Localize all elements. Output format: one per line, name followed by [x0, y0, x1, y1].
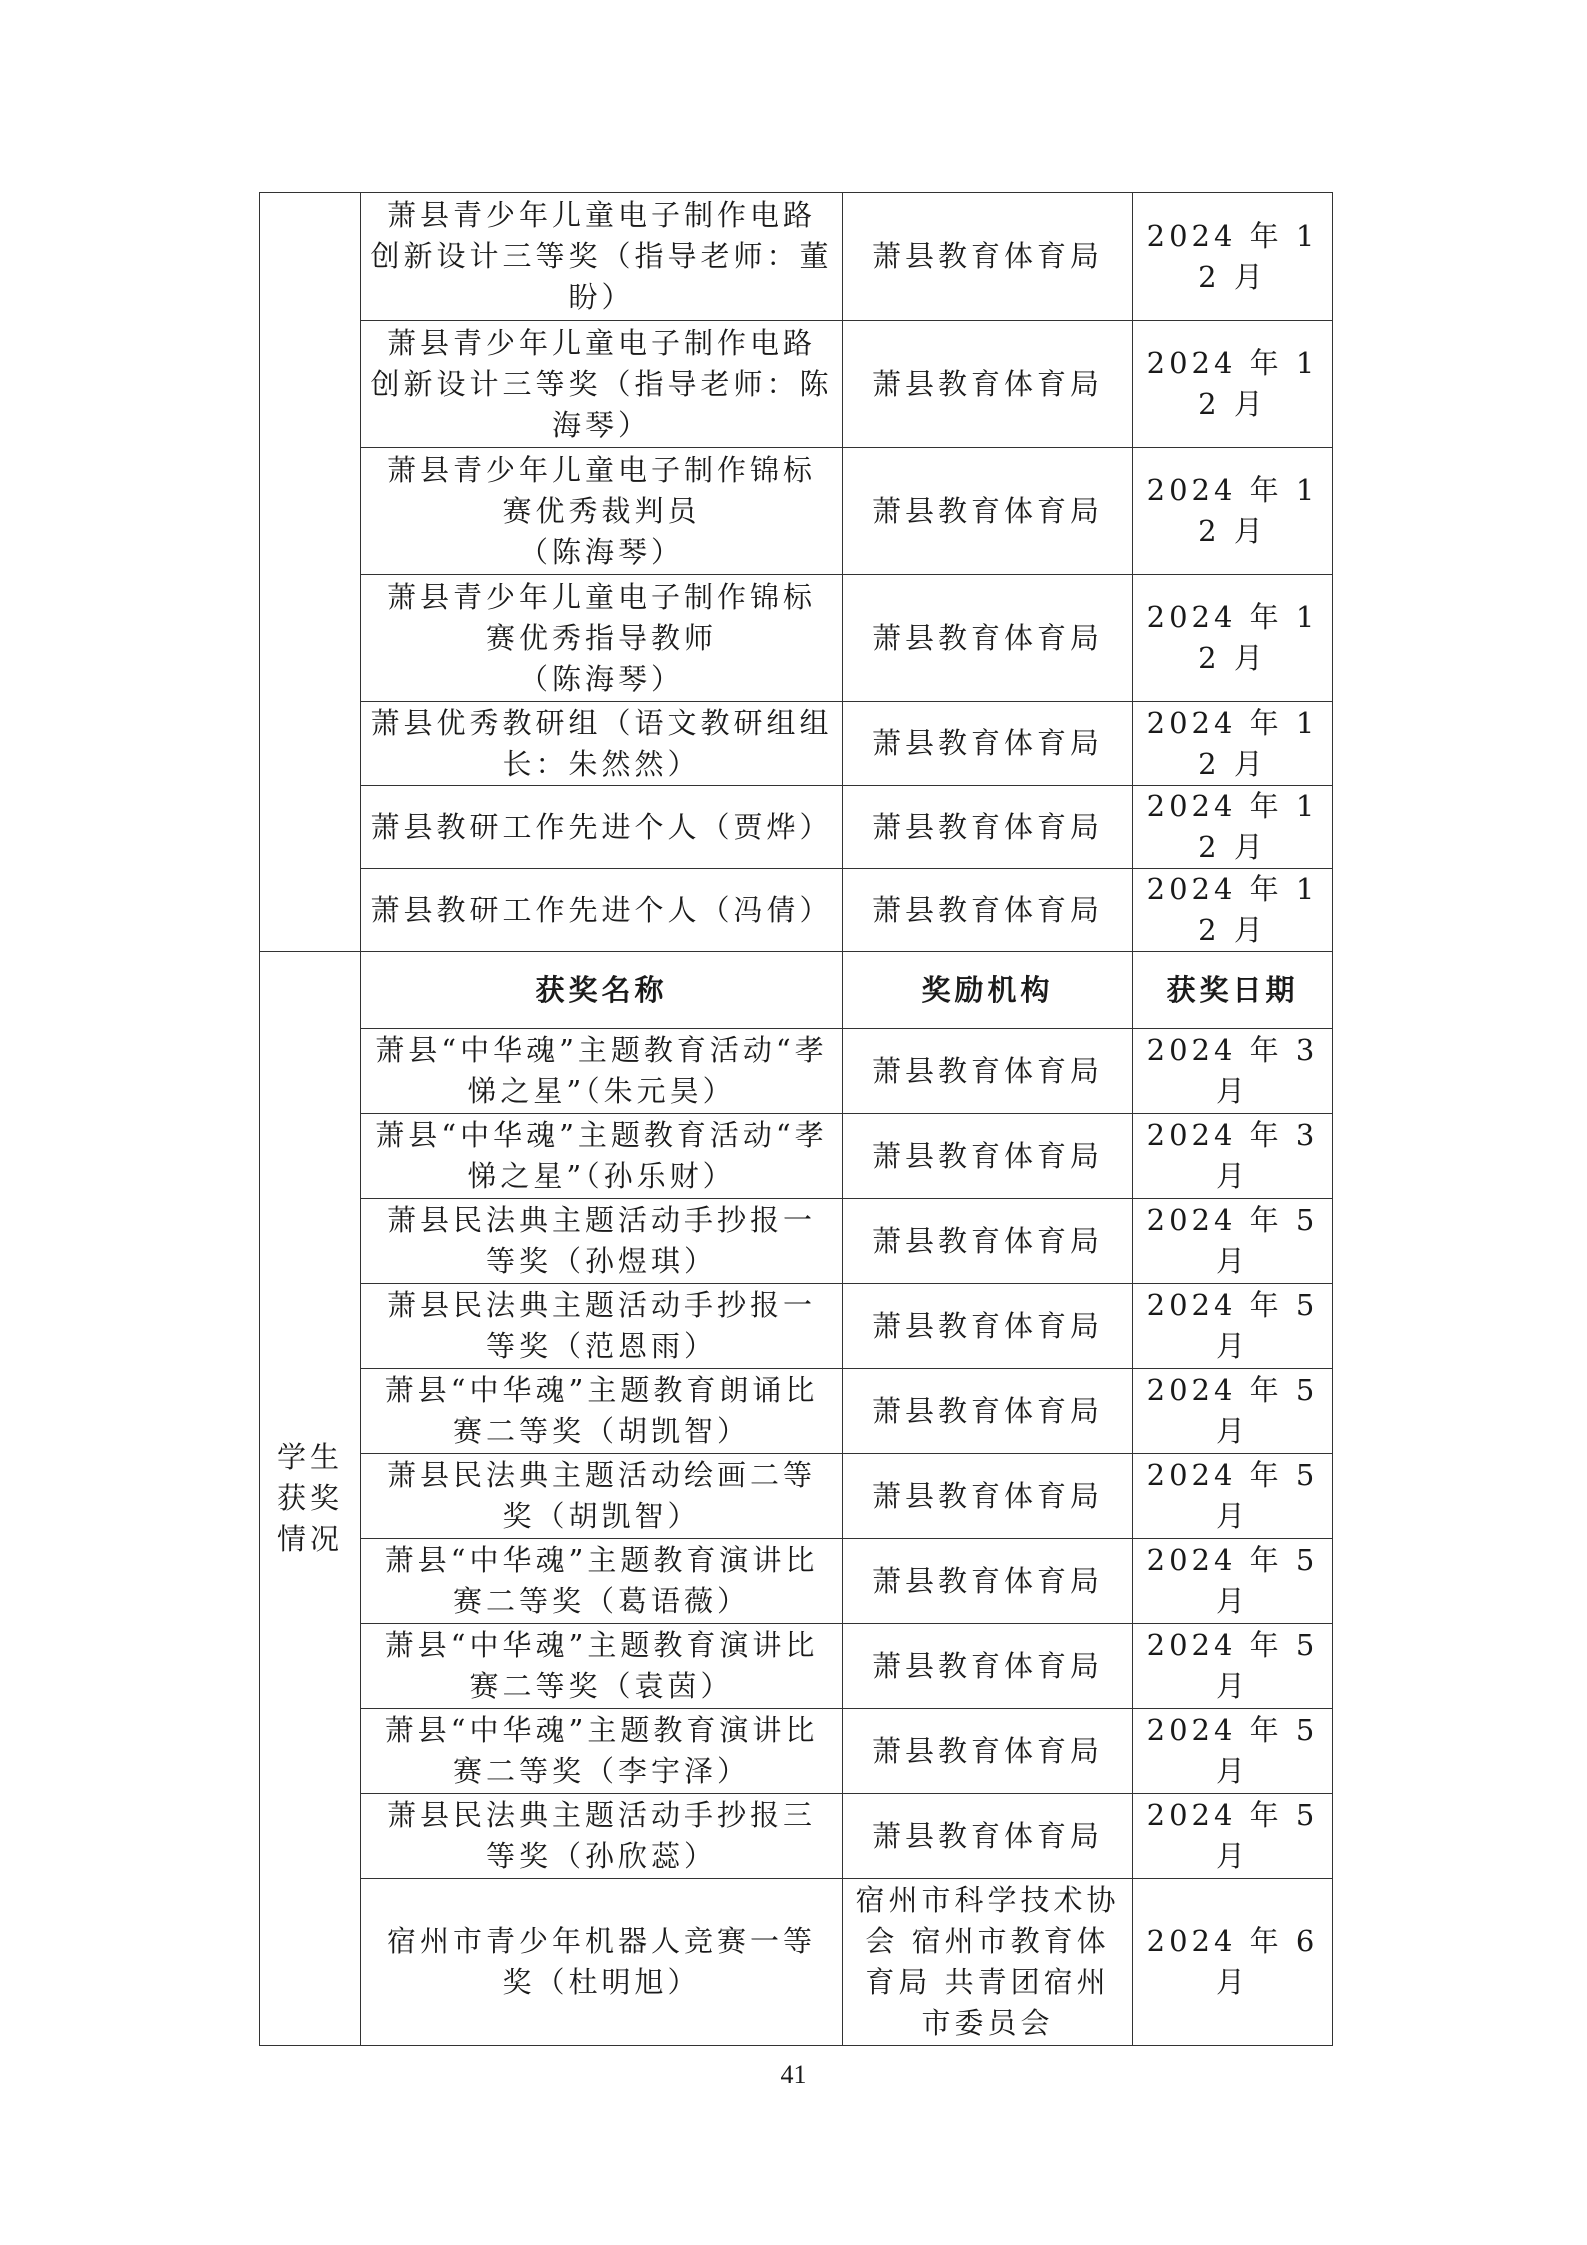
header-award-org: 奖励机构 — [843, 952, 1133, 1029]
award-org: 萧县教育体育局 — [843, 321, 1133, 448]
award-date: 2024 年 3 月 — [1133, 1114, 1333, 1199]
table-row — [260, 1199, 1333, 1284]
table-row — [260, 869, 1333, 952]
award-name: 萧县民法典主题活动手抄报一 等奖（孙煜琪） — [361, 1199, 843, 1284]
header-award-date: 获奖日期 — [1133, 952, 1333, 1029]
award-org: 萧县教育体育局 — [843, 1029, 1133, 1114]
award-date: 2024 年 3 月 — [1133, 1029, 1333, 1114]
award-name: 萧县教研工作先进个人（冯倩） — [361, 869, 843, 952]
table-row — [260, 1029, 1333, 1114]
award-name: 萧县“中华魂”主题教育演讲比 赛二等奖（葛语薇） — [361, 1539, 843, 1624]
table-row — [260, 575, 1333, 702]
table-row — [260, 448, 1333, 575]
award-name: 萧县“中华魂”主题教育演讲比 赛二等奖（李宇泽） — [361, 1709, 843, 1794]
award-date: 2024 年 5 月 — [1133, 1794, 1333, 1879]
award-date: 2024 年 5 月 — [1133, 1199, 1333, 1284]
award-name: 萧县青少年儿童电子制作锦标 赛优秀指导教师 （陈海琴） — [361, 575, 843, 702]
award-org: 萧县教育体育局 — [843, 1199, 1133, 1284]
award-name: 萧县教研工作先进个人（贾烨） — [361, 786, 843, 869]
award-name: 萧县青少年儿童电子制作电路 创新设计三等奖（指导老师：董 盼） — [361, 193, 843, 321]
page-number: 41 — [780, 2060, 807, 2089]
award-name: 萧县优秀教研组（语文教研组组 长：朱然然） — [361, 702, 843, 786]
award-org: 萧县教育体育局 — [843, 1454, 1133, 1539]
award-org: 萧县教育体育局 — [843, 575, 1133, 702]
award-date: 2024 年 12 月 — [1133, 702, 1333, 786]
award-org: 萧县教育体育局 — [843, 1624, 1133, 1709]
teacher-category-cell — [260, 193, 361, 952]
table-row — [260, 1879, 1333, 2046]
table-row — [260, 1284, 1333, 1369]
award-name: 萧县青少年儿童电子制作电路 创新设计三等奖（指导老师：陈 海琴） — [361, 321, 843, 448]
header-award-name: 获奖名称 — [361, 952, 843, 1029]
award-org: 萧县教育体育局 — [843, 1709, 1133, 1794]
award-name: 宿州市青少年机器人竞赛一等 奖（杜明旭） — [361, 1879, 843, 2046]
table-row — [260, 702, 1333, 786]
award-date: 2024 年 5 月 — [1133, 1284, 1333, 1369]
award-name: 萧县青少年儿童电子制作锦标 赛优秀裁判员 （陈海琴） — [361, 448, 843, 575]
table-row — [260, 1454, 1333, 1539]
award-date: 2024 年 6 月 — [1133, 1879, 1333, 2046]
table-row — [260, 1624, 1333, 1709]
table-row — [260, 786, 1333, 869]
awards-table — [259, 192, 1333, 2046]
award-name: 萧县民法典主题活动手抄报三 等奖（孙欣蕊） — [361, 1794, 843, 1879]
award-name: 萧县“中华魂”主题教育活动“孝 悌之星”（朱元昊） — [361, 1029, 843, 1114]
award-date: 2024 年 12 月 — [1133, 448, 1333, 575]
table-row — [260, 1794, 1333, 1879]
award-org: 萧县教育体育局 — [843, 193, 1133, 321]
student-category-cell: 学生 获奖 情况 — [260, 952, 361, 2046]
award-org: 萧县教育体育局 — [843, 1369, 1133, 1454]
award-org: 萧县教育体育局 — [843, 786, 1133, 869]
award-org: 萧县教育体育局 — [843, 1284, 1133, 1369]
award-name: 萧县“中华魂”主题教育活动“孝 悌之星”（孙乐财） — [361, 1114, 843, 1199]
table-row — [260, 1709, 1333, 1794]
award-name: 萧县民法典主题活动绘画二等 奖（胡凯智） — [361, 1454, 843, 1539]
award-org: 宿州市科学技术协 会 宿州市教育体 育局 共青团宿州 市委员会 — [843, 1879, 1133, 2046]
award-org: 萧县教育体育局 — [843, 1539, 1133, 1624]
table-row — [260, 193, 1333, 321]
award-org: 萧县教育体育局 — [843, 448, 1133, 575]
award-name: 萧县民法典主题活动手抄报一 等奖（范恩雨） — [361, 1284, 843, 1369]
award-name: 萧县“中华魂”主题教育朗诵比 赛二等奖（胡凯智） — [361, 1369, 843, 1454]
award-org: 萧县教育体育局 — [843, 1794, 1133, 1879]
award-date: 2024 年 12 月 — [1133, 869, 1333, 952]
award-org: 萧县教育体育局 — [843, 869, 1133, 952]
award-date: 2024 年 12 月 — [1133, 575, 1333, 702]
table-row — [260, 1539, 1333, 1624]
award-date: 2024 年 12 月 — [1133, 321, 1333, 448]
award-date: 2024 年 5 月 — [1133, 1624, 1333, 1709]
table-row — [260, 321, 1333, 448]
award-date: 2024 年 5 月 — [1133, 1369, 1333, 1454]
student-header-row — [260, 952, 1333, 1029]
table-row — [260, 1114, 1333, 1199]
award-name: 萧县“中华魂”主题教育演讲比 赛二等奖（袁茵） — [361, 1624, 843, 1709]
award-date: 2024 年 5 月 — [1133, 1454, 1333, 1539]
table-row — [260, 1369, 1333, 1454]
award-org: 萧县教育体育局 — [843, 702, 1133, 786]
award-date: 2024 年 12 月 — [1133, 193, 1333, 321]
award-date: 2024 年 5 月 — [1133, 1539, 1333, 1624]
award-org: 萧县教育体育局 — [843, 1114, 1133, 1199]
award-date: 2024 年 12 月 — [1133, 786, 1333, 869]
award-date: 2024 年 5 月 — [1133, 1709, 1333, 1794]
